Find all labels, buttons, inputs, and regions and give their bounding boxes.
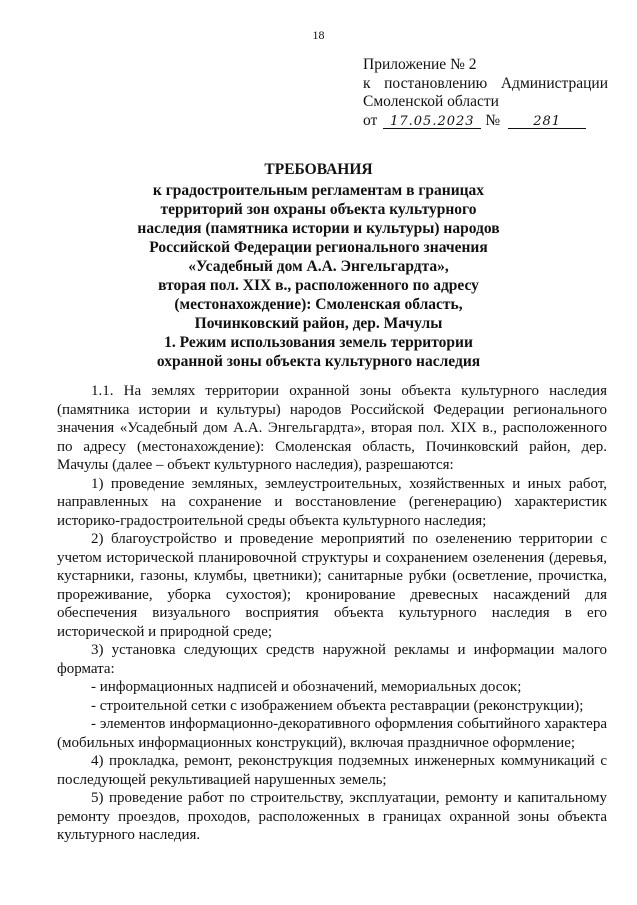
appendix-date-line: [363, 112, 608, 131]
title-line: вторая пол. XIX в., расположенного по адресу: [158, 277, 479, 294]
appendix-to: к: [363, 74, 371, 92]
paragraph: 1) проведение земляных, землеустроительных, хозяйственных и иных работ, направленных на сохранение и восстановление (регенерацию) характеристик историко-градостроительной среды объекта культурного наследия;: [57, 475, 607, 529]
paragraph: 1.1. На землях территории охранной зоны объекта культурного наследия (памятника истории и культуры) народов Российской Федерации регионального значения «Усадебный дом А.А. Энгельгардта», вторая пол. XIX в., расположенного по адресу (местонахождение): Смоленская область, Починковский район, дер. Мачулы (далее – объект культурного наследия), разрешаются:: [57, 383, 607, 473]
list-item: - строительной сетки с изображением объекта реставрации (реконструкции);: [91, 697, 584, 714]
body-text: [57, 382, 607, 845]
paragraph: 5) проведение работ по строительству, эксплуатации, ремонту и капитальному ремонту проездов, проходов, расположенных в границах охранной зоны объекта культурного наследия.: [57, 790, 607, 843]
number-sign: №: [485, 111, 501, 129]
appendix-resolution: постановлению: [384, 74, 488, 92]
title-line: наследия (памятника истории и культуры) народов: [137, 220, 500, 237]
list-item: - элементов информационно-декоративного оформления событийного характера (мобильных информационных конструкций), включая праздничное оформление;: [57, 716, 607, 751]
section-heading-line: 1. Режим использования земель территории: [164, 334, 473, 351]
date-prefix: от: [363, 111, 378, 129]
appendix-administration: Администрации: [500, 74, 608, 92]
appendix-region: Смоленской области: [363, 93, 499, 110]
title-line: к градостроительным регламентам в границах: [152, 182, 485, 199]
paragraph: 4) прокладка, ремонт, реконструкция подземных инженерных коммуникаций с последующей рекультивацией нарушенных земель;: [57, 753, 607, 788]
appendix-resolution-line: [363, 75, 608, 94]
title-line: (местонахождение): Смоленская область,: [174, 296, 463, 313]
title-line: территорий зон охраны объекта культурного: [160, 201, 477, 218]
paragraph: 2) благоустройство и проведение мероприятий по озеленению территории с учетом исторической планировочной структуры и сохранением озеленения (деревья, кустарники, газоны, клумбы, цветники); санитарные рубки (осветление, прочистка, прореживание, уборка сухостоя); кронирование древесных насаждений для обеспечения визуального восприятия объекта культурного наследия в его исторической и природной среде;: [57, 531, 607, 640]
appendix-title: Приложение № 2: [363, 56, 477, 73]
title-line: Починковский район, дер. Мачулы: [194, 315, 443, 332]
title-heading: ТРЕБОВАНИЯ: [264, 161, 373, 178]
section-heading-line: охранной зоны объекта культурного наследия: [156, 353, 481, 370]
appendix-block: [363, 56, 608, 130]
title-line: Российской Федерации регионального значения: [149, 239, 488, 256]
list-item: - информационных надписей и обозначений, мемориальных досок;: [91, 679, 522, 695]
document-title: [40, 160, 597, 333]
handwritten-number: 281: [508, 115, 586, 129]
handwritten-date: 17.05.2023: [383, 115, 481, 129]
title-line: «Усадебный дом А.А. Энгельгардта»,: [188, 258, 449, 275]
section-heading: [40, 333, 597, 371]
paragraph: 3) установка следующих средств наружной рекламы и информации малого формата:: [57, 642, 607, 677]
page-number: 18: [312, 28, 325, 42]
